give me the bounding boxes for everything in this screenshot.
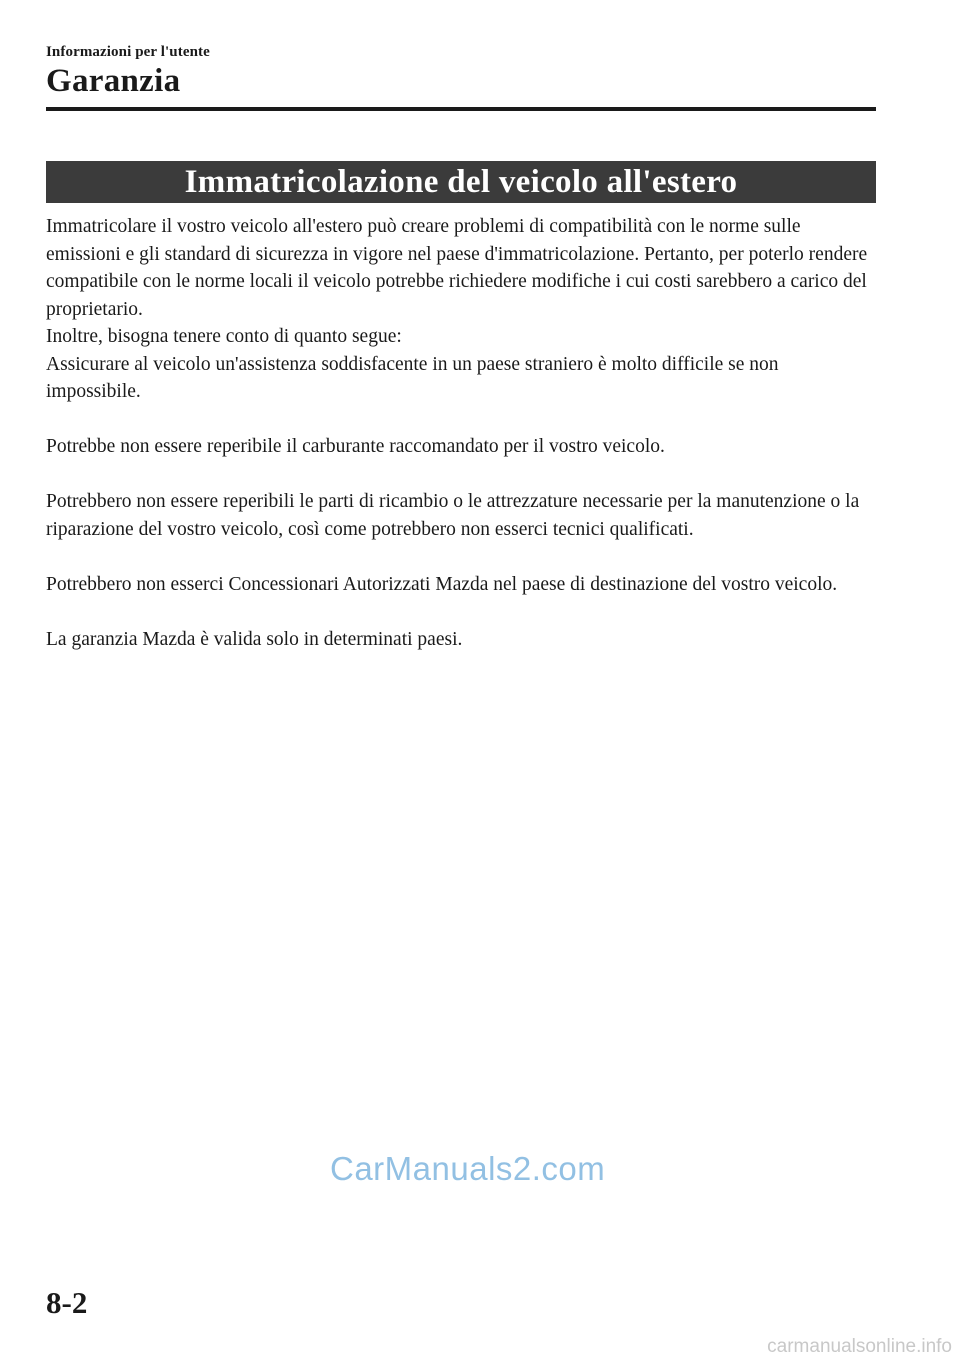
page-number: 8-2 (46, 1285, 88, 1320)
running-head: Informazioni per l'utente (46, 44, 210, 60)
point-paragraph: Potrebbero non esserci Concessionari Autorizzati Mazda nel paese di destinazione del vostro veicolo. (46, 573, 838, 595)
watermark-logo: CarManuals2.com (330, 1150, 606, 1187)
section-banner (46, 161, 876, 203)
point-paragraph: Assicurare al veicolo un'assistenza soddisfacente in un paese straniero è molto difficile se non impossibile. (46, 353, 779, 402)
point-paragraph: Potrebbe non essere reperibile il carburante raccomandato per il vostro veicolo. (46, 436, 665, 457)
intro-paragraph: Immatricolare il vostro veicolo all'estero può creare problemi di compatibilità con le norme sulle emissioni e gli standard di sicurezza in vigore nel paese d'immatricolazione. Pertanto, per poterlo rendere compatibile con le norme locali il veicolo potrebbe richiedere modifiche i cui costi sarebbero a carico del proprietario. (46, 216, 868, 320)
point-paragraph: Potrebbero non essere reperibili le parti di ricambio o le attrezzature necessarie per la manutenzione o la riparazione del vostro veicolo, così come potrebbero non esserci tecnici qualificati. (46, 491, 860, 540)
chapter-title: Garanzia (46, 63, 181, 99)
section-title: Immatricolazione del veicolo all'estero (184, 164, 738, 200)
site-watermark: carmanualsonline.info (767, 1336, 952, 1357)
chapter-rule (46, 107, 876, 111)
note-lead: Inoltre, bisogna tenere conto di quanto segue: (46, 326, 402, 347)
point-paragraph: La garanzia Mazda è valida solo in determinati paesi. (46, 628, 463, 650)
body-text (46, 213, 876, 653)
